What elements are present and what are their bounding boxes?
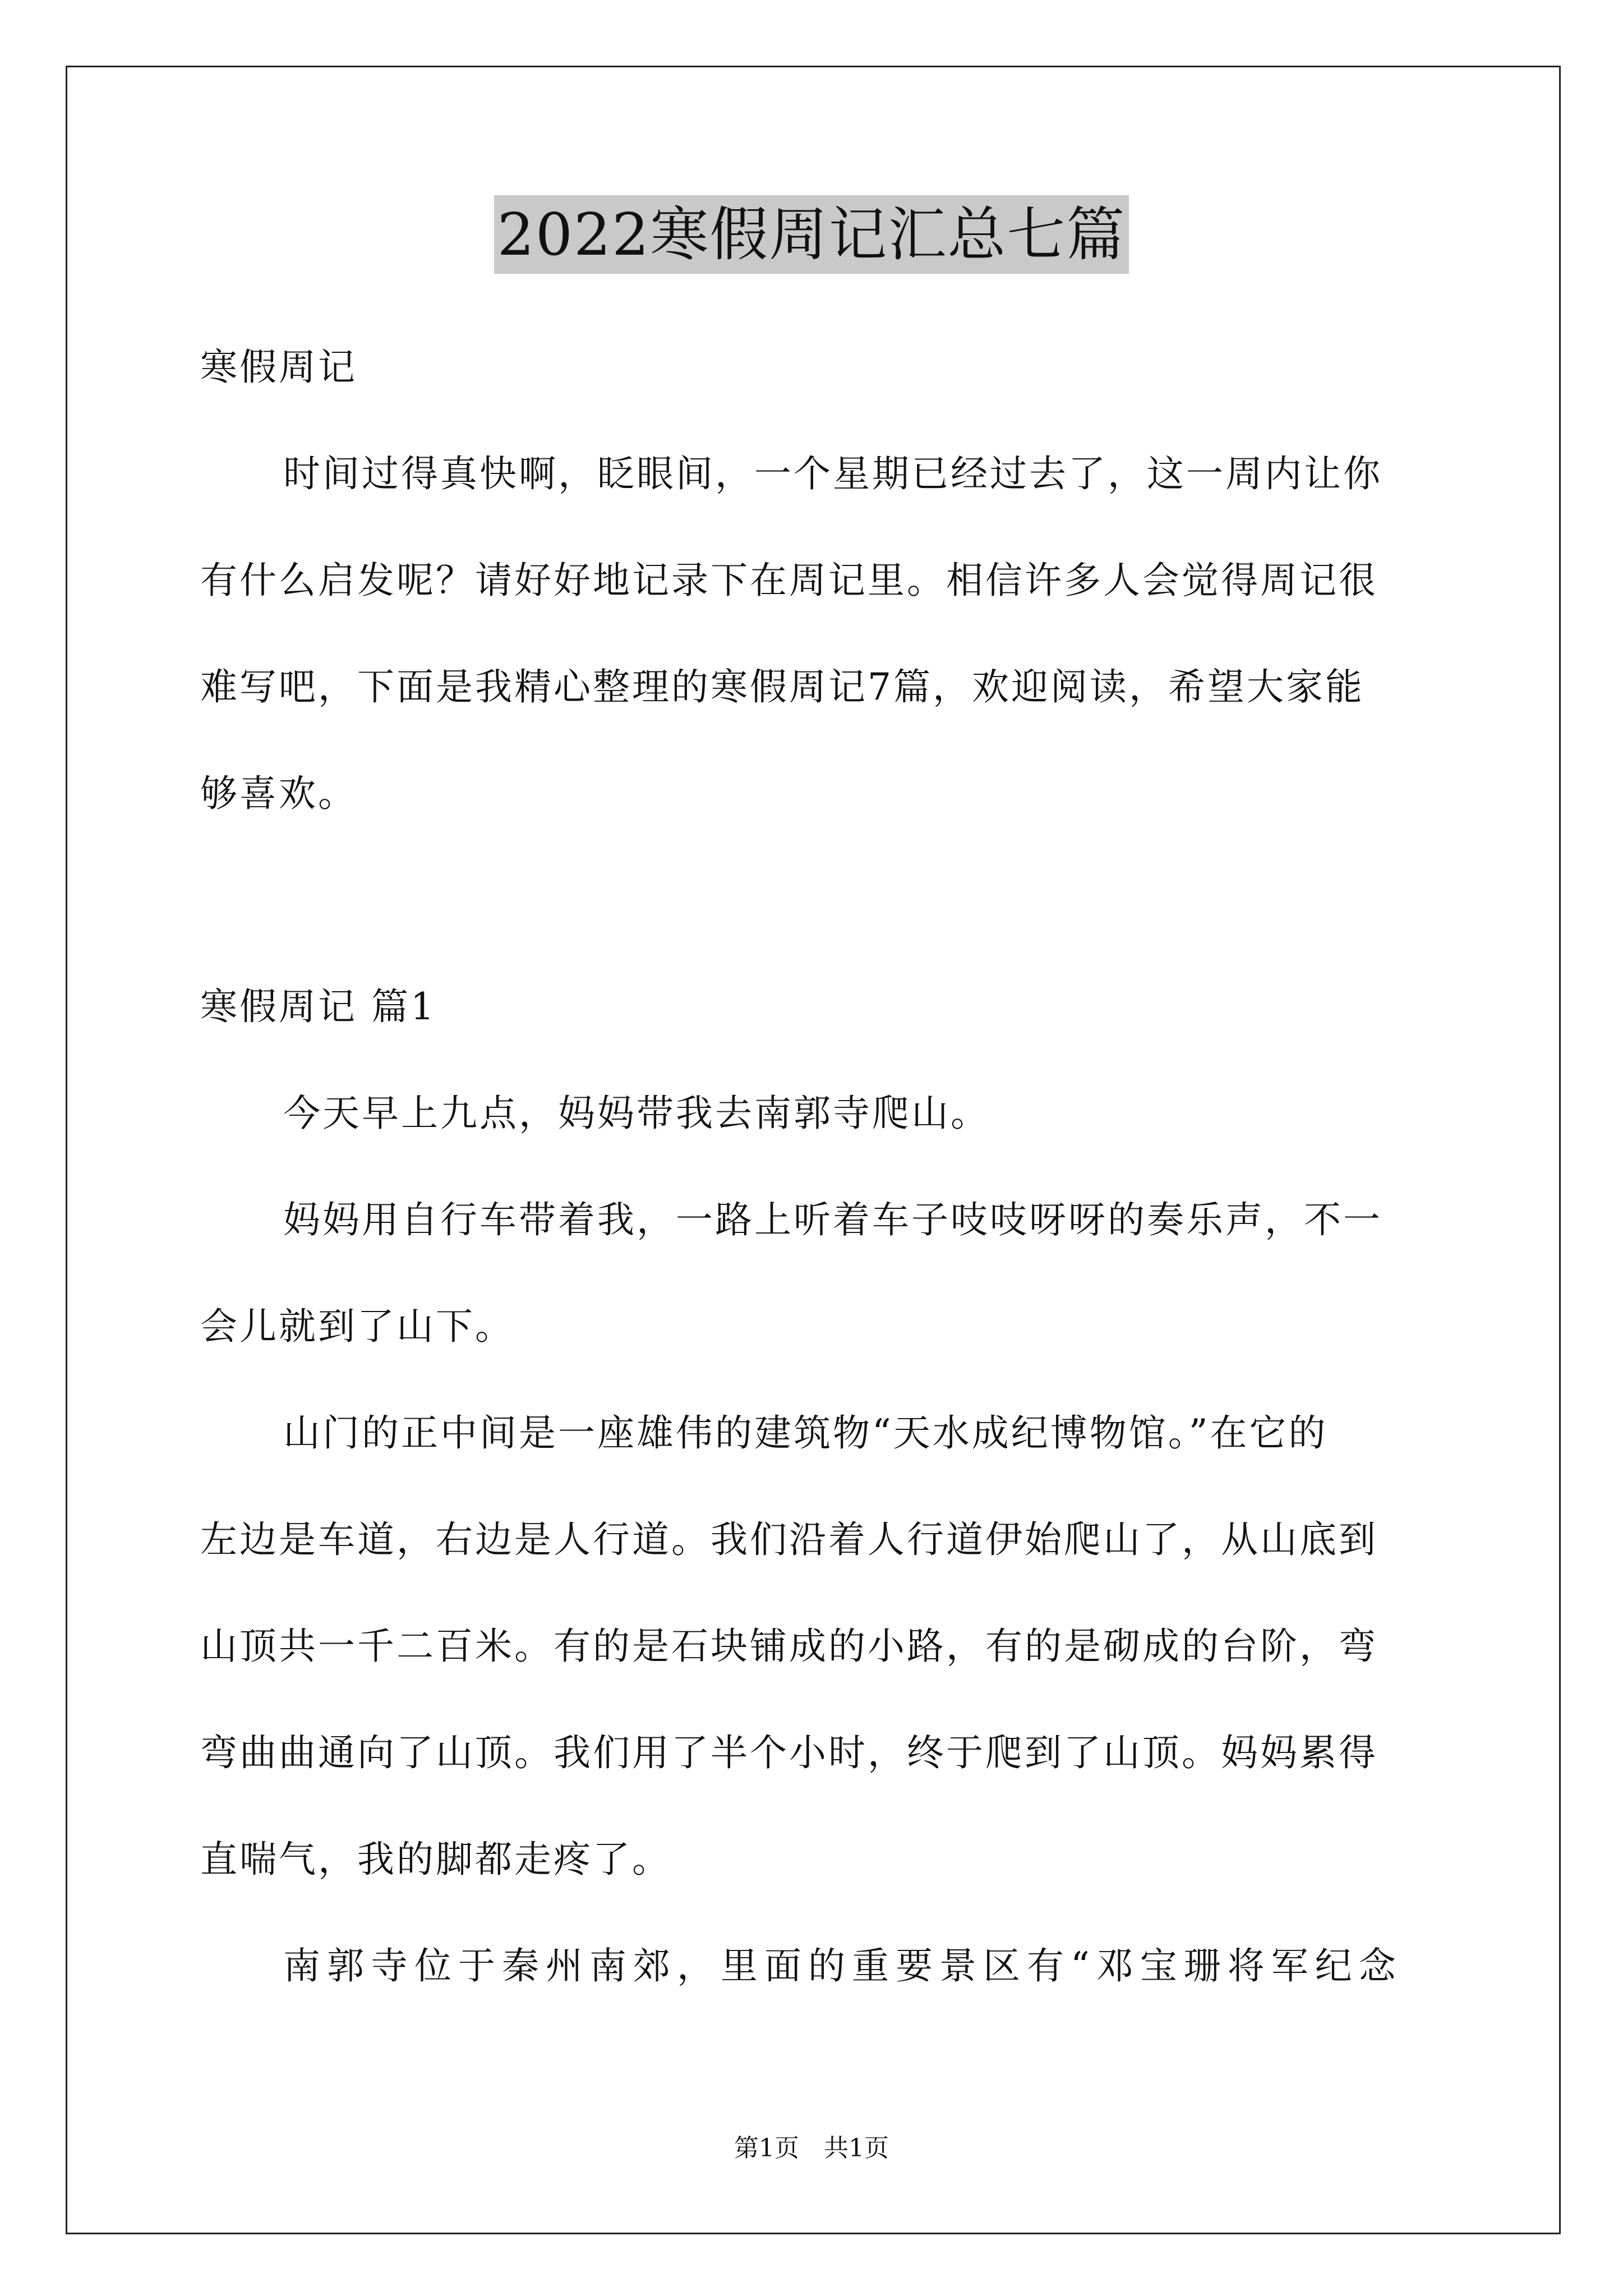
paragraph-line: 左边是车道，右边是人行道。我们沿着人行道伊始爬山了，从山底到 <box>200 1518 1378 1561</box>
paragraph-line: 直喘气，我的脚都走疼了。 <box>200 1838 671 1881</box>
paragraph-line: 妈妈用自行车带着我，一路上听着车子吱吱呀呀的奏乐声，不一 <box>283 1198 1382 1241</box>
paragraph-line: 够喜欢。 <box>200 772 357 815</box>
page-total: 共1页 <box>824 2134 889 2162</box>
title-container <box>0 195 1623 274</box>
paragraph-line: 弯曲曲通向了山顶。我们用了半个小时，终于爬到了山顶。妈妈累得 <box>200 1731 1378 1774</box>
paragraph-line: 有什么启发呢？请好好地记录下在周记里。相信许多人会觉得周记很 <box>200 559 1378 602</box>
document-title: 2022寒假周记汇总七篇 <box>494 195 1129 274</box>
section-heading: 寒假周记 <box>200 346 357 389</box>
paragraph-line: 时间过得真快啊，眨眼间，一个星期已经过去了，这一周内让你 <box>283 452 1382 495</box>
paragraph-line: 今天早上九点，妈妈带我去南郭寺爬山。 <box>283 1092 990 1135</box>
section-heading: 寒假周记 篇1 <box>200 985 436 1028</box>
page-number: 第1页 <box>734 2134 799 2162</box>
paragraph-line: 难写吧，下面是我精心整理的寒假周记7篇，欢迎阅读，希望大家能 <box>200 665 1364 708</box>
paragraph-line: 南郭寺位于秦州南郊，里面的重要景区有“邓宝珊将军纪念 <box>283 1944 1403 1987</box>
paragraph-line: 会儿就到了山下。 <box>200 1305 514 1348</box>
paragraph-line: 山顶共一千二百米。有的是石块铺成的小路，有的是砌成的台阶，弯 <box>200 1625 1378 1668</box>
page-footer <box>0 2132 1623 2165</box>
paragraph-line: 山门的正中间是一座雄伟的建筑物“天水成纪博物馆。”在它的 <box>283 1411 1328 1455</box>
